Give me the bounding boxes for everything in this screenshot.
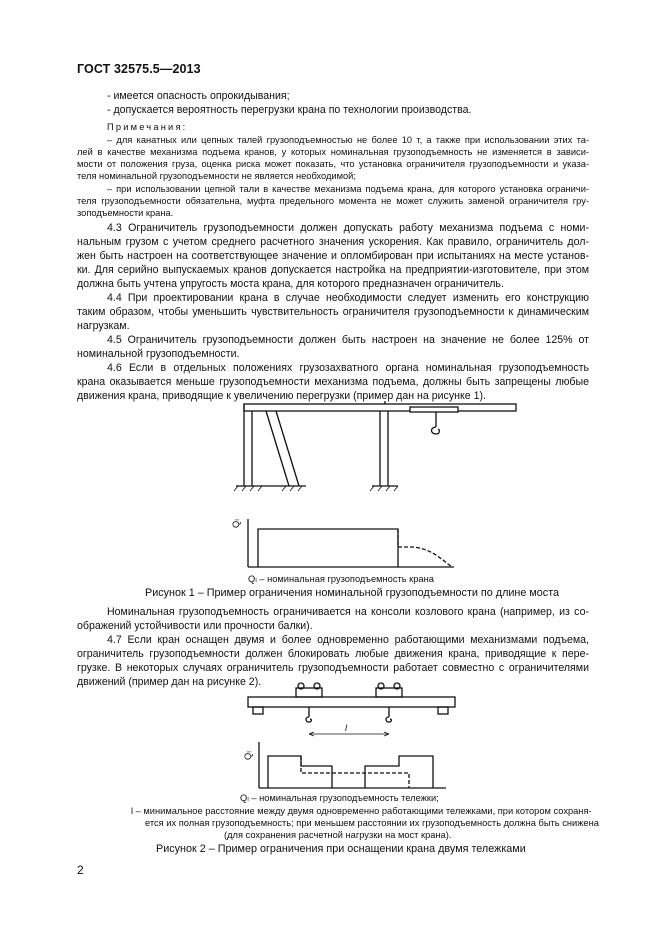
fig2-axis-label: Qₗ (243, 751, 253, 760)
paragraph-line: движений (пример дан на рисунке 2). (77, 676, 262, 688)
paragraph-line: 4.4 При проектировании крана в случае необходимости следует изменить его конструкцию (107, 292, 589, 304)
notes-title: Примечания: (107, 122, 188, 132)
paragraph-line: Номинальная грузоподъемность ограничивается на консоли козлового крана (например, из со- (107, 606, 589, 618)
paragraph-line: движения крана, приводящие к увеличению перегрузки (пример дан на рисунке 1). (77, 390, 486, 402)
load-graph-1 (248, 519, 454, 567)
note-line: зоподъемности крана. (77, 208, 174, 218)
fig1-caption: Рисунок 1 – Пример ограничения номинальной грузоподъемности по длине моста (145, 587, 560, 599)
list-item: - допускается вероятность перегрузки крана по технологии производства. (107, 104, 472, 116)
note-line: – при использовании цепной тали в качестве механизма подъема крана, для которого установка ограничи- (107, 184, 589, 194)
paragraph-line: 4.6 Если в отдельных положениях грузозахватного органа номинальная грузоподъемность (107, 362, 589, 374)
two-trolley-crane-drawing (248, 683, 455, 736)
fig2-legend-line: l – минимальное расстояние между двумя одновременно работающими тележками, при котором сохраня- (131, 806, 592, 816)
note-line: теля номинальной грузоподъемности не является необходимой; (77, 171, 356, 181)
paragraph-line: 4.5 Ограничитель грузоподъемности должен быть настроен на значение не более 125% от (107, 334, 589, 346)
note-line: мости от положения груза, оценка риска может показать, что установка ограничителя грузоподъемности и указа- (77, 159, 589, 169)
paragraph-line: 4.3 Ограничитель грузоподъемности должен допускать работу механизма подъема с номи- (107, 222, 589, 234)
fig2-distance-label: l (345, 723, 348, 733)
fig2-legend-line: Qₗ – номинальная грузоподъемность тележки; (240, 793, 439, 803)
paragraph-line: таким образом, чтобы уменьшить чувствительность ограничителя грузоподъемности к динамическим (77, 306, 589, 318)
note-line: лей в качестве механизма подъема кранов, у которых номинальная грузоподъемность не изменяется в зависи- (77, 147, 589, 157)
list-item: - имеется опасность опрокидывания; (107, 90, 290, 102)
fig1-legend: Qₗ – номинальная грузоподъемность крана (248, 574, 434, 584)
document-header: ГОСТ 32575.5—2013 (77, 62, 201, 76)
gantry-crane-drawing (234, 401, 516, 491)
note-line: теля грузоподъемности обязательна, муфта предельного момента не может служить заменой ограничителя гру- (77, 196, 589, 206)
paragraph-line: нагрузкам. (77, 320, 130, 332)
paragraph-line: нальным грузом с учетом среднего расчетного значения ускорения. Как правило, ограничитель дол- (77, 236, 589, 248)
paragraph-line: жен быть настроен на соответствующее значение и опломбирован при испытаниях на месте установ- (77, 250, 589, 262)
note-line: – для канатных или цепных талей грузоподъемностью не более 10 т, а также при использовании этих та- (107, 135, 589, 145)
paragraph-line: номинальной грузоподъемности. (77, 348, 240, 360)
fig2-legend-line: ется их полная грузоподъемность; при меньшем расстоянии их грузоподъемность должна быть снижена (145, 818, 599, 828)
page-number: 2 (77, 863, 84, 877)
paragraph-line: должна быть учтена упругость моста крана, для которого предназначен ограничитель. (77, 278, 504, 290)
paragraph-line: 4.7 Если кран оснащен двумя и более одновременно работающими механизмами подъема, (107, 634, 589, 646)
load-graph-2 (259, 742, 446, 788)
paragraph-line: ки. Для серийно выпускаемых кранов допускается настройка на предприятии-изготовителе, при этом (77, 264, 589, 276)
fig2-legend-line: (для сохранения расчетной нагрузки на мост крана). (224, 830, 452, 840)
fig2-caption: Рисунок 2 – Пример ограничения при оснащении крана двумя тележками (156, 843, 526, 855)
paragraph-line: крана оказывается меньше грузоподъемности механизма подъема, должны быть запрещены любые (77, 376, 589, 388)
paragraph-line: ображений устойчивости или прочности балки). (77, 620, 313, 632)
paragraph-line: ограничитель грузоподъемности должен блокировать любые движения крана, приводящие к пере- (77, 648, 589, 660)
paragraph-line: грузке. В некоторых случаях ограничитель грузоподъемности работает совместно с ограничителями (77, 662, 589, 674)
fig1-axis-label: Qₗ (231, 519, 241, 528)
